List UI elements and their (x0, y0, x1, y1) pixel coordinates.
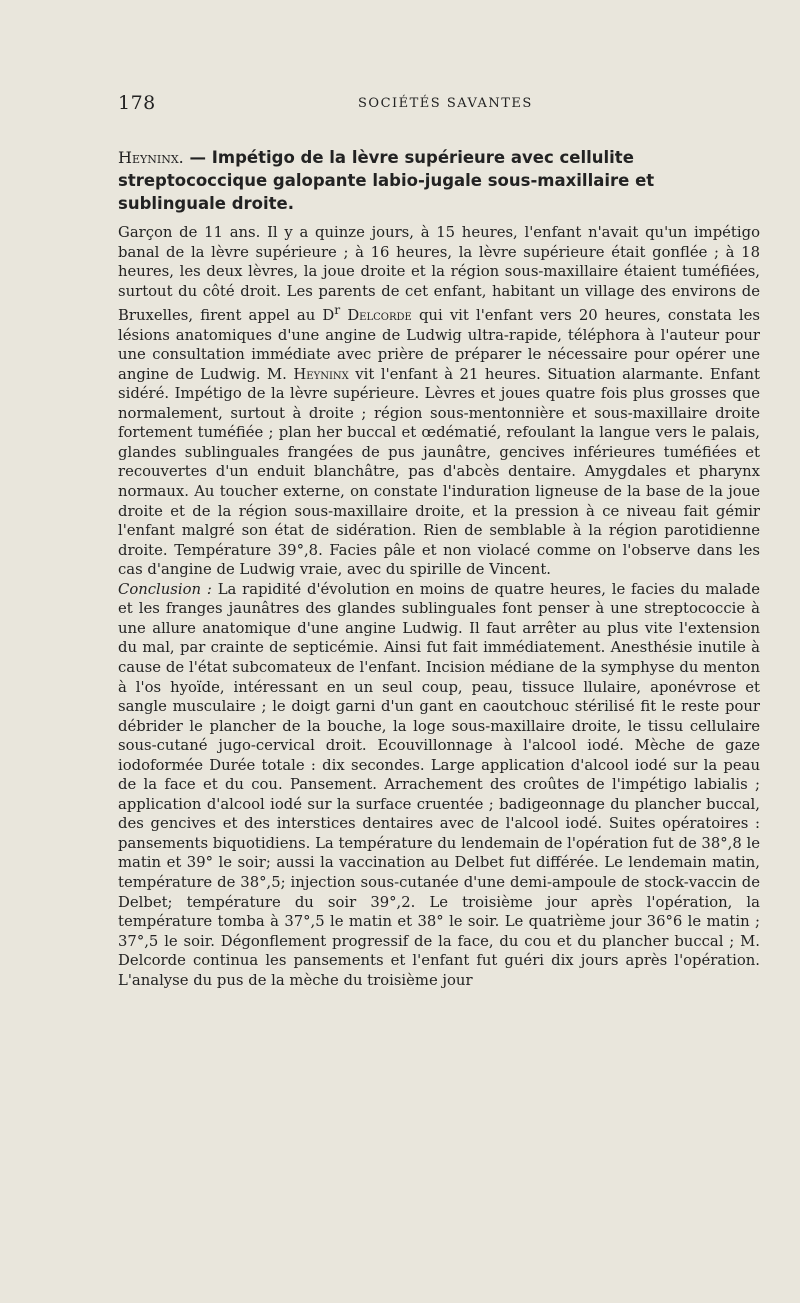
doctor-superscript: r (334, 303, 341, 318)
article-title-text: Impétigo de la lèvre supérieure avec cellulite streptococcique galopante labio-jugale sous-maxillaire et sublinguale droite. (118, 148, 655, 213)
paragraph-1-part-b: qui vit l'enfant vers 20 heures, constata les lésions anatomiques d'une angine de Ludwig ultra-rapide, téléphora à l'auteur pour une consultation immédiate avec prière de préparer le nécessaire pour opérer une angine de Ludwig. M. (118, 307, 760, 383)
article-body (118, 223, 760, 1263)
name-heyninx: Heyninx (293, 365, 349, 383)
article-author: Heyninx. (118, 148, 184, 167)
conclusion-label: Conclusion : (118, 580, 212, 598)
paragraph-1-part-c: vit l'enfant à 21 heures. Situation alarmante. Enfant sidéré. Impétigo de la lèvre supérieure. Lèvres et joues quatre fois plus grosses que normalement, surtout à droite ; région sous-mentonnière et sous-maxillaire droite fortement tuméfiée ; plan her buccal et œdématié, refoulant la langue vers le palais, glandes sublinguales frangées de pus jaunâtre, gencives inférieures tuméfiées et recouvertes d'un enduit blanchâtre, pas d'abcès dentaire. Amygdales et pharynx normaux. Au toucher externe, on constate l'induration ligneuse de la base de la joue droite et de la région sous-maxillaire droite, et la pression à ce niveau fait gémir l'enfant malgré son état de sidération. Rien de semblable à la région parotidienne droite. Température 39°,8. Facies pâle et non violacé comme on l'observe dans les cas d'angine de Ludwig vraie, avec du spirille de Vincent. (118, 365, 760, 579)
paragraph-2: La rapidité d'évolution en moins de quatre heures, le facies du malade et les franges jaunâtres des glandes sublinguales font penser à une streptococcie à une allure anatomique d'une angine Ludwig. Il faut arrêter au plus vite l'extension du mal, par crainte de septicémie. Ainsi fut fait immédiatement. Anesthésie inutile à cause de l'état subcomateux de l'enfant. Incision médiane de la symphyse du menton à l'os hyoïde, intéressant en un seul coup, peau, tissuce llulaire, aponévrose et sangle musculaire ; le doigt garni d'un gant en caoutchouc stérilisé fit le reste pour débrider le plancher de la bouche, la loge sous-maxillaire droite, le tissu cellulaire sous-cutané jugo-cervical droit. Ecouvillonnage à l'alcool iodé. Mèche de gaze iodoformée Durée totale : dix secondes. Large application d'alcool iodé sur la peau de la face et du cou. Pansement. Arrachement des croûtes de l'impétigo labialis ; application d'alcool iodé sur la surface cruentée ; badigeonnage du plancher buccal, des gencives et des interstices dentaires avec de l'alcool iodé. Suites opératoires : pansements biquotidiens. La température du lendemain de l'opération fut de 38°,8 le matin et 39° le soir; aussi la vaccination au Delbet fut différée. Le lendemain matin, température de 38°,5; injection sous-cutanée d'une demi-ampoule de stock-vaccin de Delbet; température du soir 39°,2. Le troisième jour après l'opération, la température tomba à 37°,5 le matin et 38° le soir. Le quatrième jour 36°6 le matin ; 37°,5 le soir. Dégonflement progressif de la face, du cou et du plancher buccal ; M. Delcorde continua les pansements et l'enfant fut guéri dix jours après l'opération. L'analyse du pus de la mèche du troisième jour (118, 580, 760, 989)
running-head: SOCIÉTÉS SAVANTES (358, 96, 533, 111)
name-delcorde: Delcorde (347, 307, 412, 325)
page-number: 178 (118, 92, 156, 114)
article-title (118, 146, 758, 215)
paragraph-1-part-a: Garçon de 11 ans. Il y a quinze jours, à 15 heures, l'enfant n'avait qu'un impétigo banal de la lèvre supérieure ; à 16 heures, la lèvre supérieure était gonflée ; à 18 heures, les deux lèvres, la joue droite et la région sous-maxillaire étaient tuméfiées, surtout du côté droit. Les parents de cet enfant, habitant un village des environs de Bruxelles, firent appel au D (118, 224, 760, 325)
page-header (118, 92, 758, 118)
title-dash: — (183, 148, 212, 167)
